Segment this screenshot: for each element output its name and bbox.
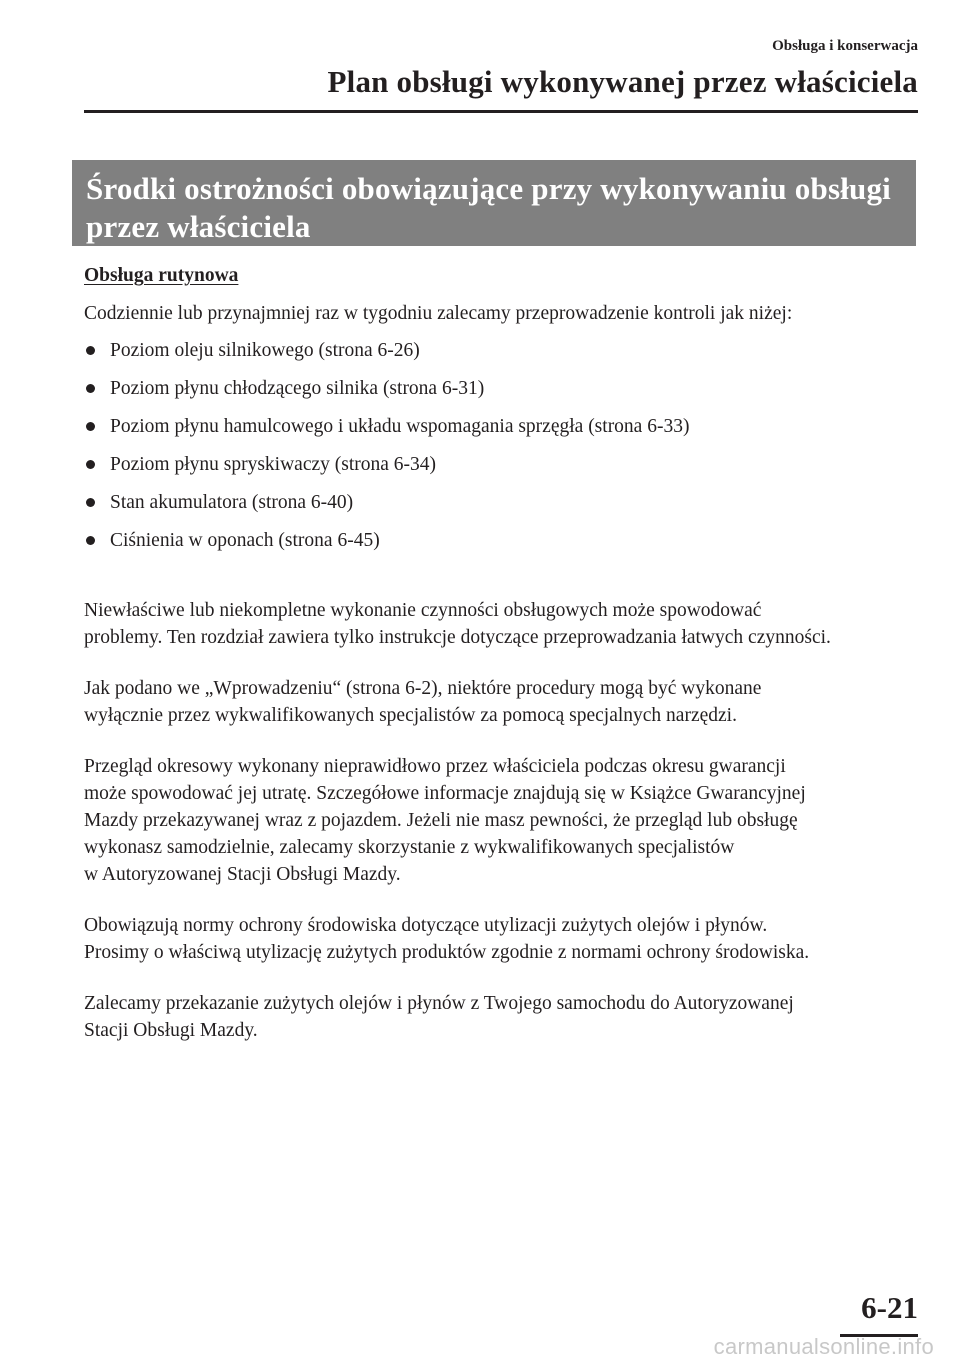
paragraph-introduction-reference [84,675,920,729]
paragraph-line: Jak podano we „Wprowadzeniu“ (strona 6-2), niektóre procedury mogą być wykonane [84,678,762,699]
section-title-line-1: Środki ostrożności obowiązujące przy wykonywaniu obsługi [86,171,891,206]
bullet-icon [86,498,95,507]
page-number: 6-21 [861,1290,918,1325]
list-item-text: Poziom płynu hamulcowego i układu wspomagania sprzęgła (strona 6-33) [110,416,690,437]
paragraph-line: Niewłaściwe lub niekompletne wykonanie czynności obsługowych może spowodować [84,600,762,621]
list-item-text: Stan akumulatora (strona 6-40) [110,492,354,513]
list-item [84,337,920,375]
check-list [84,337,920,565]
subheading-routine-service: Obsługa rutynowa [84,265,239,286]
paragraph-disposal [84,990,920,1044]
paragraph-line: Zalecamy przekazanie zużytych olejów i płynów z Twojego samochodu do Autoryzowanej [84,993,794,1014]
paragraph-line: wykonasz samodzielnie, zalecamy skorzystanie z wykwalifikowanych specjalistów [84,837,735,858]
list-item-text: Poziom oleju silnikowego (strona 6-26) [110,340,420,361]
list-item [84,413,920,451]
paragraph-line: w Autoryzowanej Stacji Obsługi Mazdy. [84,864,401,885]
paragraph-line: problemy. Ten rozdział zawiera tylko instrukcje dotyczące przeprowadzania łatwych czynności. [84,627,831,648]
paragraph-line: Przegląd okresowy wykonany nieprawidłowo przez właściciela podczas okresu gwarancji [84,756,786,777]
paragraph-line: wyłącznie przez wykwalifikowanych specjalistów za pomocą specjalnych narzędzi. [84,705,737,726]
list-item [84,527,920,565]
bullet-icon [86,384,95,393]
watermark: carmanualsonline.info [713,1334,934,1359]
running-header-chapter: Obsługa i konserwacja [772,38,918,54]
bullet-icon [86,346,95,355]
section-banner [72,160,916,246]
list-item [84,375,920,413]
paragraph-line: Obowiązują normy ochrony środowiska dotyczące utylizacji zużytych olejów i płynów. [84,915,768,936]
list-item [84,489,920,527]
list-item-text: Poziom płynu chłodzącego silnika (strona 6-31) [110,378,485,399]
paragraph-warranty [84,753,920,888]
list-item [84,451,920,489]
paragraph-environment [84,912,920,966]
section-title-line-2: przez właściciela [86,209,311,244]
page-content [84,262,920,1068]
paragraph-improper-maintenance [84,597,920,651]
header-rule [84,110,918,113]
bullet-icon [86,460,95,469]
running-header-title: Plan obsługi wykonywanej przez właściciela [327,64,918,99]
bullet-icon [86,422,95,431]
paragraph-line: Prosimy o właściwą utylizację zużytych produktów zgodnie z normami ochrony środowiska. [84,942,810,963]
paragraph-line: Stacji Obsługi Mazdy. [84,1020,258,1041]
bullet-icon [86,536,95,545]
intro-paragraph: Codziennie lub przynajmniej raz w tygodniu zalecamy przeprowadzenie kontroli jak niżej: [84,303,793,324]
paragraph-line: Mazdy przekazywanej wraz z pojazdem. Jeżeli nie masz pewności, że przegląd lub obsługę [84,810,798,831]
list-item-text: Poziom płynu spryskiwaczy (strona 6-34) [110,454,437,475]
paragraph-line: może spowodować jej utratę. Szczegółowe informacje znajdują się w Książce Gwarancyjnej [84,783,806,804]
list-item-text: Ciśnienia w oponach (strona 6-45) [110,530,380,551]
